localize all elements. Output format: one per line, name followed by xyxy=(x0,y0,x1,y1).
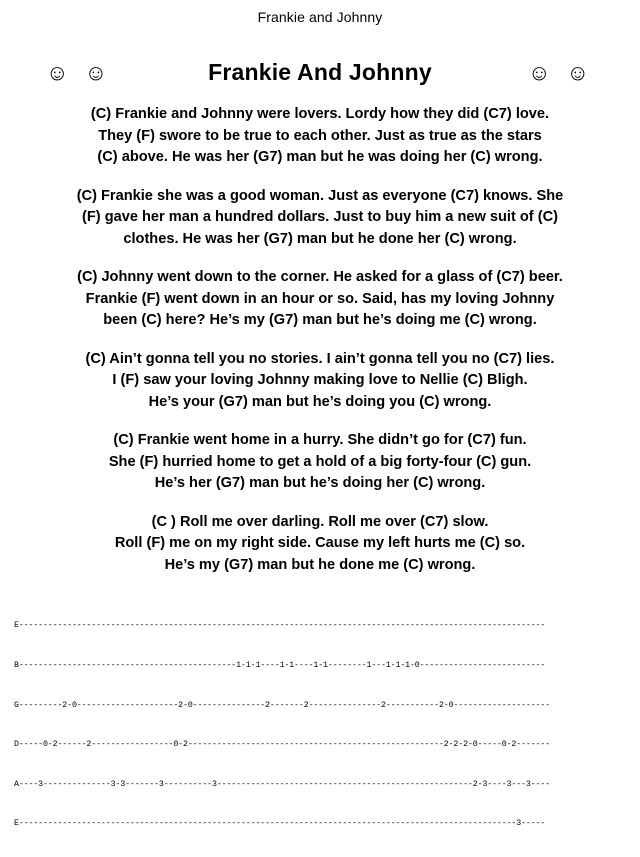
verse xyxy=(8,349,632,414)
verse xyxy=(8,430,632,495)
verse-line: (C) Ain’t gonna tell you no stories. I ain’t gonna tell you no (C7) lies. xyxy=(85,350,555,367)
verse-line: Frankie (F) went down in an hour or so. Said, has my loving Johnny xyxy=(85,290,555,307)
tab-string-d: D-----0-2------2-----------------0-2-----------------------------------------------------2-2-2-0-----0-2------- xyxy=(14,740,551,750)
verse-line: (C) Frankie and Johnny were lovers. Lordy how they did (C7) love. xyxy=(90,106,550,122)
smiley-left-icon: ☺ ☺ xyxy=(46,59,113,85)
guitar-tablature xyxy=(14,593,626,857)
tab-string-a: A----3--------------3-3-------3----------3-----------------------------------------------------2-3----3---3---- xyxy=(14,779,551,789)
verse-line: Roll (F) me on my right side. Cause my left hurts me (C) so. xyxy=(114,535,526,551)
verse-line: clothes. He was her (G7) man but he done her (C) wrong. xyxy=(123,230,517,247)
verse-line: (C) Frankie went home in a hurry. She didn’t go for (C7) fun. xyxy=(113,432,527,448)
song-header xyxy=(0,59,640,86)
verse xyxy=(8,104,632,169)
verse-line: (F) gave her man a hundred dollars. Just to buy him a new suit of (C) xyxy=(82,209,558,225)
tab-string-e-high: E------------------------------------------------------------------------------------------------------------- xyxy=(14,621,546,631)
lyrics-section xyxy=(0,104,640,576)
tab-string-e-low: E-------------------------------------------------------------------------------------------------------3----- xyxy=(14,819,546,829)
smiley-right-icon: ☺ ☺ xyxy=(527,59,594,85)
song-title: Frankie And Johnny xyxy=(208,59,432,85)
verse-line: (C) above. He was her (G7) man but he was doing her (C) wrong. xyxy=(97,149,543,165)
verse-line: They (F) swore to be true to each other. Just as true as the stars xyxy=(98,127,542,144)
verse-line: (C ) Roll me over darling. Roll me over (C7) slow. xyxy=(151,513,489,530)
verse xyxy=(8,512,632,577)
verse-line: (C) Frankie she was a good woman. Just as everyone (C7) knows. She xyxy=(76,187,564,204)
verse-line: (C) Johnny went down to the corner. He asked for a glass of (C7) beer. xyxy=(77,269,563,285)
verse xyxy=(8,267,632,332)
verse-line: been (C) here? He’s my (G7) man but he’s doing me (C) wrong. xyxy=(103,312,537,328)
verse-line: He’s her (G7) man but he’s doing her (C) wrong. xyxy=(154,475,486,491)
verse-line: I (F) saw your loving Johnny making love to Nellie (C) Bligh. xyxy=(112,372,528,388)
verse xyxy=(8,186,632,251)
verse-line: He’s my (G7) man but he done me (C) wrong. xyxy=(164,556,476,573)
verse-line: He’s your (G7) man but he’s doing you (C) wrong. xyxy=(148,393,492,410)
document-header-title: Frankie and Johnny xyxy=(257,9,383,25)
tab-string-g: G---------2-0---------------------2-0---------------2-------2---------------2-----------2-0-------------------- xyxy=(14,700,551,710)
verse-line: She (F) hurried home to get a hold of a big forty-four (C) gun. xyxy=(108,453,532,470)
tab-string-b: B---------------------------------------------1-1-1----1-1----1-1--------1---1-1-1-0-------------------------- xyxy=(14,661,546,671)
